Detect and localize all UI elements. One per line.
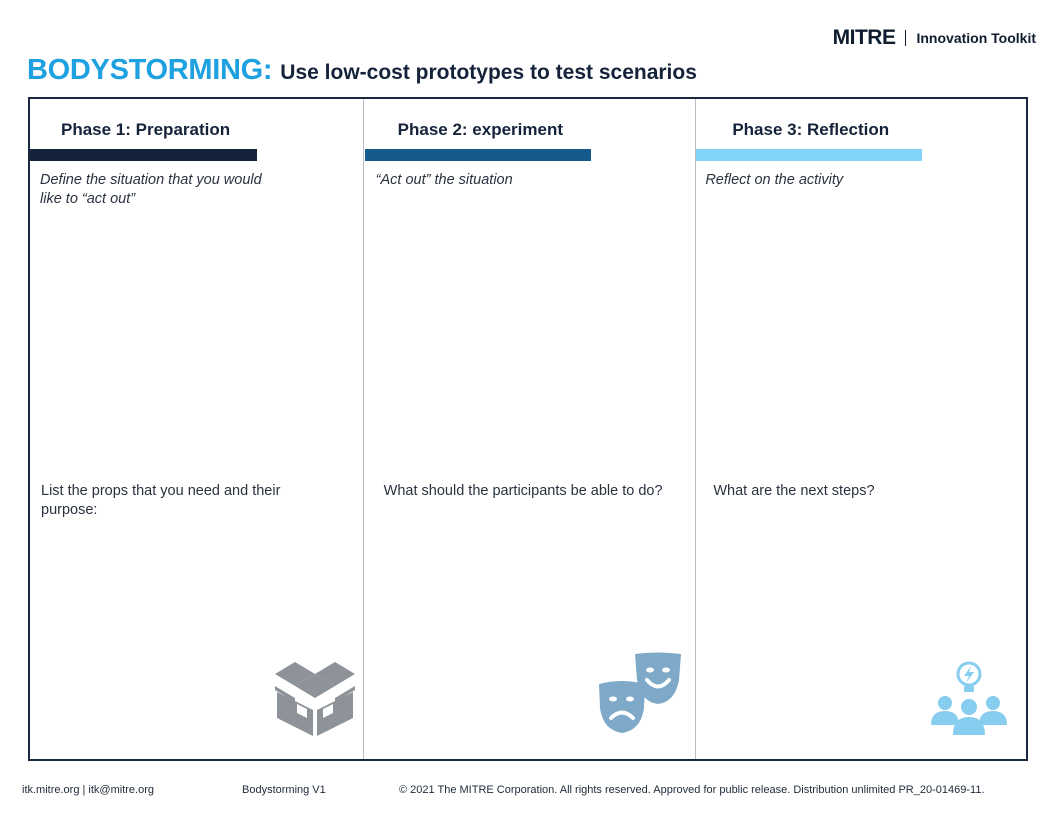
- footer-copyright: © 2021 The MITRE Corporation. All rights reserved. Approved for public release. Distribution unlimited PR_20-01469-11.: [399, 784, 985, 796]
- phase-2-prompt: What should the participants be able to do?: [383, 483, 663, 499]
- phase-1-description: Define the situation that you would like to “act out”: [40, 172, 262, 207]
- phase-2-description: “Act out” the situation: [375, 172, 513, 188]
- theater-masks-icon: [597, 652, 681, 741]
- page-title-main: BODYSTORMING:: [27, 54, 273, 86]
- page-title-subtitle: Use low-cost prototypes to test scenarios: [280, 61, 697, 84]
- phase-2-bar: [365, 149, 591, 161]
- brand-divider: [905, 30, 906, 46]
- phases-board: [28, 97, 1028, 761]
- phase-3-column: [695, 99, 1026, 759]
- page-title: [27, 54, 697, 87]
- phase-3-prompt: What are the next steps?: [713, 483, 875, 499]
- phase-1-column: [30, 99, 363, 759]
- toolkit-label: Innovation Toolkit: [916, 30, 1036, 46]
- phase-1-title: Phase 1: Preparation: [61, 120, 231, 139]
- phase-2-title: Phase 2: experiment: [397, 120, 564, 139]
- phase-2-column: [363, 99, 696, 759]
- phase-3-bar: [696, 149, 922, 161]
- phase-3-description: Reflect on the activity: [705, 172, 844, 188]
- box-icon: [273, 656, 357, 745]
- footer-version: Bodystorming V1: [242, 784, 326, 796]
- phase-1-prompt: List the props that you need and their purpose:: [41, 483, 281, 518]
- team-idea-icon: [931, 659, 1007, 742]
- phase-3-title: Phase 3: Reflection: [732, 120, 890, 139]
- phase-1-bar: [30, 149, 257, 161]
- brand-header: [833, 26, 1036, 50]
- mitre-logo: MITRE: [832, 26, 896, 49]
- footer-contact: itk.mitre.org | itk@mitre.org: [22, 784, 154, 796]
